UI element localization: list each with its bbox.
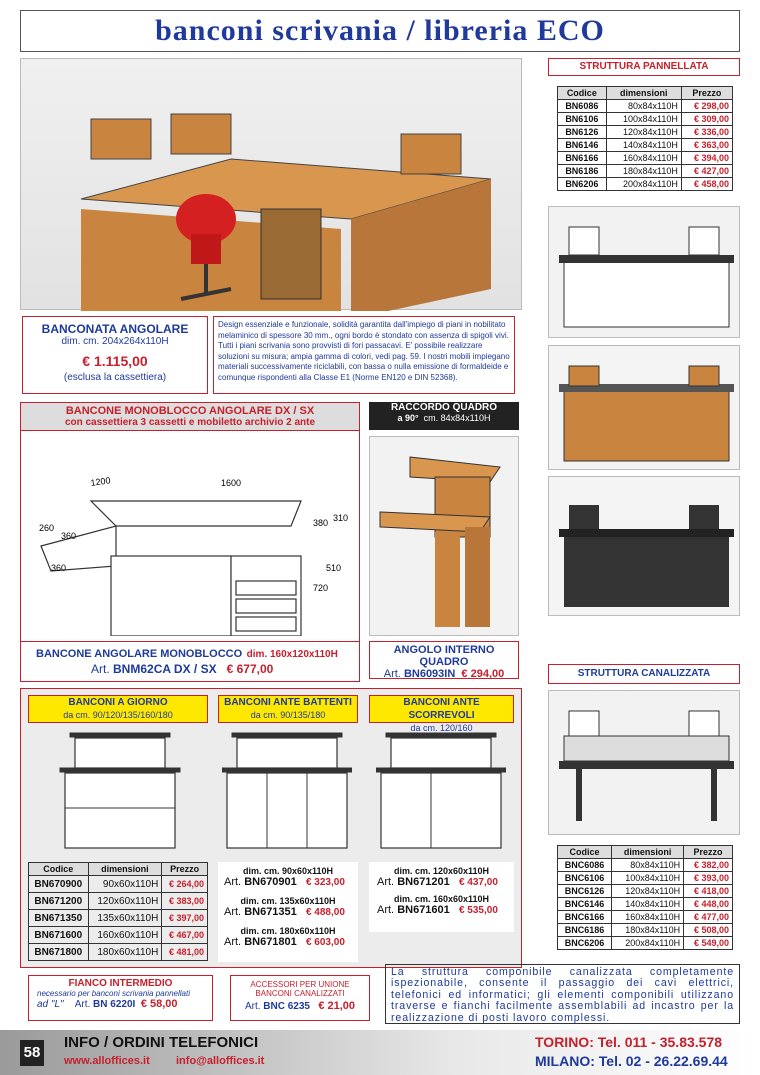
scorrevoli-item-price: € 535,00	[458, 905, 498, 916]
fianco-price: € 58,00	[140, 998, 178, 1010]
monoblocco-footer-dims: dim. 160x120x110H	[246, 649, 338, 660]
cell: € 363,00	[681, 139, 732, 152]
art-label: Art.	[224, 876, 242, 888]
col-header: dimensioni	[606, 87, 681, 100]
battenti-header	[218, 695, 358, 723]
cell: 90x60x110H	[88, 876, 162, 893]
battenti-title: BANCONI ANTE BATTENTI	[224, 697, 352, 708]
scorrevoli-item-art: BN671201	[397, 876, 450, 888]
raccordo-price: € 294,00	[461, 668, 505, 680]
cell: BN6126	[558, 126, 607, 139]
table-row	[558, 911, 733, 924]
banconata-price: € 1.115,00	[82, 353, 148, 369]
raccordo-photo	[369, 436, 519, 636]
cell: € 382,00	[684, 859, 733, 872]
cell: BNC6126	[558, 885, 612, 898]
table-row	[558, 859, 733, 872]
fianco-art: BN 6220I	[93, 999, 136, 1010]
cell: 160x84x110H	[612, 911, 684, 924]
cell: BN6106	[558, 113, 607, 126]
footer-web[interactable]: www.alloffices.it	[64, 1055, 150, 1067]
raccordo-title: RACCORDO QUADRO	[390, 402, 498, 413]
table-row	[29, 876, 208, 893]
art-label: Art.	[74, 999, 91, 1010]
col-header: Prezzo	[684, 846, 733, 859]
scorrevoli-sub: da cm. 120/160	[410, 723, 473, 733]
table-row	[29, 927, 208, 944]
footer-email[interactable]: info@alloffices.it	[176, 1055, 265, 1067]
col-header: Codice	[558, 87, 607, 100]
monoblocco-header2: con cassettiera 3 cassetti e mobiletto archivio 2 ante	[64, 417, 316, 428]
cell: 120x84x110H	[612, 885, 684, 898]
accessori-price: € 21,00	[318, 1000, 356, 1012]
banconata-title: BANCONATA ANGOLARE	[41, 322, 189, 336]
cell: 200x84x110H	[606, 178, 681, 191]
canalizzata-table	[557, 845, 733, 950]
accessori-line2: BANCONI CANALIZZATI	[255, 989, 345, 998]
cell: 180x60x110H	[88, 944, 162, 961]
pannellata-header-box	[548, 58, 740, 76]
col-header: dimensioni	[612, 846, 684, 859]
table-row	[558, 139, 733, 152]
canalizzata-header-box	[548, 664, 740, 684]
art-label: Art.	[91, 662, 110, 676]
col-header: Prezzo	[681, 87, 732, 100]
cell: 100x84x110H	[612, 872, 684, 885]
scorrevoli-item-price: € 437,00	[458, 877, 498, 888]
raccordo-dims: cm. 84x84x110H	[423, 413, 491, 423]
cell: BN6086	[558, 100, 607, 113]
banconata-note: (esclusa la cassettiera)	[63, 372, 167, 383]
table-row	[29, 944, 208, 961]
cell: € 393,00	[684, 872, 733, 885]
page-number: 58	[20, 1040, 44, 1066]
cell: BN671800	[29, 944, 89, 961]
table-row	[558, 100, 733, 113]
battenti-item-price: € 323,00	[305, 877, 345, 888]
cell: BN6146	[558, 139, 607, 152]
cell: BNC6206	[558, 937, 612, 950]
pannellata-table	[557, 86, 733, 191]
dim-label: 260	[39, 523, 55, 533]
cell: € 397,00	[162, 910, 208, 927]
scorrevoli-header	[369, 695, 514, 733]
cell: € 418,00	[684, 885, 733, 898]
banconata-description: Design essenziale e funzionale, solidità garantita dall'impiego di piani in nobilitato melaminico di spessore 30 mm., ogni bordo è stondato con assenza di spigoli vivi. Tutti i piani scrivania sono provvisti di fori passacavi. E' possibile realizzare soluzioni su misura; ampia gamma di colori, vedi pag. 59. I nostri mobili impiegano materiali successivamente riciclabili, con bassa o nulla emissione di formaldeide e comunque rispondenti alla Classe E1 (Norme EN120 e DIN 52368).	[218, 320, 510, 382]
raccordo-footer	[369, 641, 519, 679]
dim-label: 720	[313, 583, 329, 593]
banconata-box	[22, 316, 208, 394]
giorno-drawing	[55, 728, 185, 853]
monoblocco-header1: BANCONE MONOBLOCCO ANGOLARE DX / SX	[65, 405, 315, 417]
cell: BN671200	[29, 893, 89, 910]
cell: € 336,00	[681, 126, 732, 139]
cell: € 481,00	[162, 944, 208, 961]
cell: € 467,00	[162, 927, 208, 944]
pannellata-header: STRUTTURA PANNELLATA	[549, 59, 739, 75]
cell: BNC6166	[558, 911, 612, 924]
art-label: Art.	[224, 936, 242, 948]
table-row	[558, 937, 733, 950]
raccordo-header	[369, 402, 519, 430]
giorno-table	[28, 862, 208, 961]
black-desk-photo	[548, 476, 740, 616]
col-header: Prezzo	[162, 863, 208, 876]
accessori-box	[230, 975, 370, 1021]
cell: BNC6086	[558, 859, 612, 872]
table-row	[558, 898, 733, 911]
art-label: Art.	[377, 876, 395, 888]
cell: BN671350	[29, 910, 89, 927]
scorrevoli-item-art: BN671601	[397, 904, 450, 916]
cell: € 427,00	[681, 165, 732, 178]
cell: 160x84x110H	[606, 152, 681, 165]
battenti-item-price: € 603,00	[305, 937, 345, 948]
cell: € 298,00	[681, 100, 732, 113]
cell: BNC6106	[558, 872, 612, 885]
canalizzata-description: La struttura componibile canalizzata completamente ispezionabile, consente il passaggio dei cavi elettrici, telefonici ed informatici; gli elementi componibili utilizzano traverse e fianchi facilmente assemblabili ad incastro per la realizzazione di posti lavoro complessi.	[391, 966, 734, 1024]
monoblocco-drawing	[21, 431, 359, 636]
col-header: Codice	[558, 846, 612, 859]
fianco-line2: ad "L"	[37, 999, 64, 1010]
battenti-sub: da cm. 90/135/180	[250, 710, 326, 720]
white-desk-photo	[548, 206, 740, 338]
giorno-title: BANCONI A GIORNO	[68, 697, 168, 708]
battenti-drawing	[222, 728, 352, 853]
banconata-description-box	[213, 316, 515, 394]
giorno-header	[28, 695, 208, 723]
cell: 100x84x110H	[606, 113, 681, 126]
fianco-box	[28, 975, 213, 1021]
dim-label: 1200	[89, 475, 112, 488]
art-label: Art.	[244, 1001, 261, 1012]
fianco-title: FIANCO INTERMEDIO	[68, 978, 173, 989]
scorrevoli-title: BANCONI ANTE SCORREVOLI	[403, 697, 480, 721]
cell: € 508,00	[684, 924, 733, 937]
corner-desk-illustration	[21, 59, 523, 311]
footer-torino: TORINO: Tel. 011 - 35.83.578	[535, 1034, 723, 1050]
cell: 140x84x110H	[612, 898, 684, 911]
scorrevoli-drawing	[376, 728, 506, 853]
table-row	[558, 126, 733, 139]
monoblocco-box	[20, 402, 360, 682]
cell: 80x84x110H	[612, 859, 684, 872]
table-row	[558, 885, 733, 898]
canalizzata-desk-photo	[548, 690, 740, 835]
monoblocco-footer-title: BANCONE ANGOLARE MONOBLOCCO	[36, 648, 243, 660]
cell: € 549,00	[684, 937, 733, 950]
cell: 180x84x110H	[606, 165, 681, 178]
accessori-art: BNC 6235	[263, 1001, 310, 1012]
table-row	[558, 152, 733, 165]
cell: € 309,00	[681, 113, 732, 126]
battenti-item-price: € 488,00	[305, 907, 345, 918]
dim-label: 360	[61, 531, 77, 541]
battenti-item-art: BN671801	[244, 936, 297, 948]
cell: € 264,00	[162, 876, 208, 893]
monoblocco-price: € 677,00	[226, 662, 274, 676]
cell: BN6166	[558, 152, 607, 165]
table-row	[558, 165, 733, 178]
cell: € 448,00	[684, 898, 733, 911]
battenti-item-art: BN670901	[244, 876, 297, 888]
cell: BN671600	[29, 927, 89, 944]
cell: BN6186	[558, 165, 607, 178]
footer-info: INFO / ORDINI TELEFONICI	[64, 1034, 259, 1051]
accessori-line1: ACCESSORI PER UNIONE	[250, 980, 350, 989]
table-row	[29, 910, 208, 927]
cell: 140x84x110H	[606, 139, 681, 152]
battenti-item-art: BN671351	[244, 906, 297, 918]
cell: € 458,00	[681, 178, 732, 191]
cell: 180x84x110H	[612, 924, 684, 937]
art-label: Art.	[377, 904, 395, 916]
cell: 200x84x110H	[612, 937, 684, 950]
footer-milano: MILANO: Tel. 02 - 26.22.69.44	[535, 1053, 728, 1069]
col-header: Codice	[29, 863, 89, 876]
table-row	[558, 178, 733, 191]
wood-desk-photo	[548, 345, 740, 470]
scorrevoli-item-dims: dim. cm. 120x60x110H	[393, 866, 490, 876]
dim-label: 380	[313, 518, 329, 528]
canalizzata-header: STRUTTURA CANALIZZATA	[577, 668, 711, 679]
dim-label: 310	[333, 513, 349, 523]
col-header: dimensioni	[88, 863, 162, 876]
cell: 80x84x110H	[606, 100, 681, 113]
cell: 120x84x110H	[606, 126, 681, 139]
monoblocco-art: BNM62CA DX / SX	[113, 662, 217, 676]
dim-label: 510	[326, 563, 342, 573]
cell: € 383,00	[162, 893, 208, 910]
battenti-item-dims: dim. cm. 90x60x110H	[242, 866, 334, 876]
cell: 120x60x110H	[88, 893, 162, 910]
table-row	[558, 113, 733, 126]
table-row	[558, 872, 733, 885]
cell: 135x60x110H	[88, 910, 162, 927]
battenti-items	[218, 862, 358, 962]
table-row	[29, 893, 208, 910]
dim-label: 360	[51, 563, 67, 573]
cell: € 394,00	[681, 152, 732, 165]
cell: 160x60x110H	[88, 927, 162, 944]
cell: BN6206	[558, 178, 607, 191]
cell: BN670900	[29, 876, 89, 893]
table-row	[558, 924, 733, 937]
raccordo-art: BN6093IN	[403, 668, 456, 680]
dim-label: 1600	[221, 478, 242, 488]
cell: BNC6146	[558, 898, 612, 911]
battenti-item-dims: dim. cm. 180x60x110H	[240, 926, 336, 936]
art-label: Art.	[224, 906, 242, 918]
cell: € 477,00	[684, 911, 733, 924]
fianco-line1: necessario per banconi scrivania pannellati	[37, 989, 190, 998]
battenti-item-dims: dim. cm. 135x60x110H	[240, 896, 336, 906]
scorrevoli-item-dims: dim. cm. 160x60x110H	[393, 894, 490, 904]
raccordo-subtitle: a 90°	[397, 413, 419, 423]
giorno-sub: da cm. 90/120/135/160/180	[63, 710, 173, 720]
main-desk-photo	[20, 58, 522, 310]
page-title: banconi scrivania / libreria ECO	[20, 10, 740, 52]
scorrevoli-items	[369, 862, 514, 932]
art-label: Art.	[383, 668, 401, 680]
canalizzata-description-box	[385, 964, 740, 1024]
banconata-dims: dim. cm. 204x264x110H	[61, 336, 169, 347]
cell: BNC6186	[558, 924, 612, 937]
raccordo-footer-title: ANGOLO INTERNO QUADRO	[393, 644, 495, 668]
